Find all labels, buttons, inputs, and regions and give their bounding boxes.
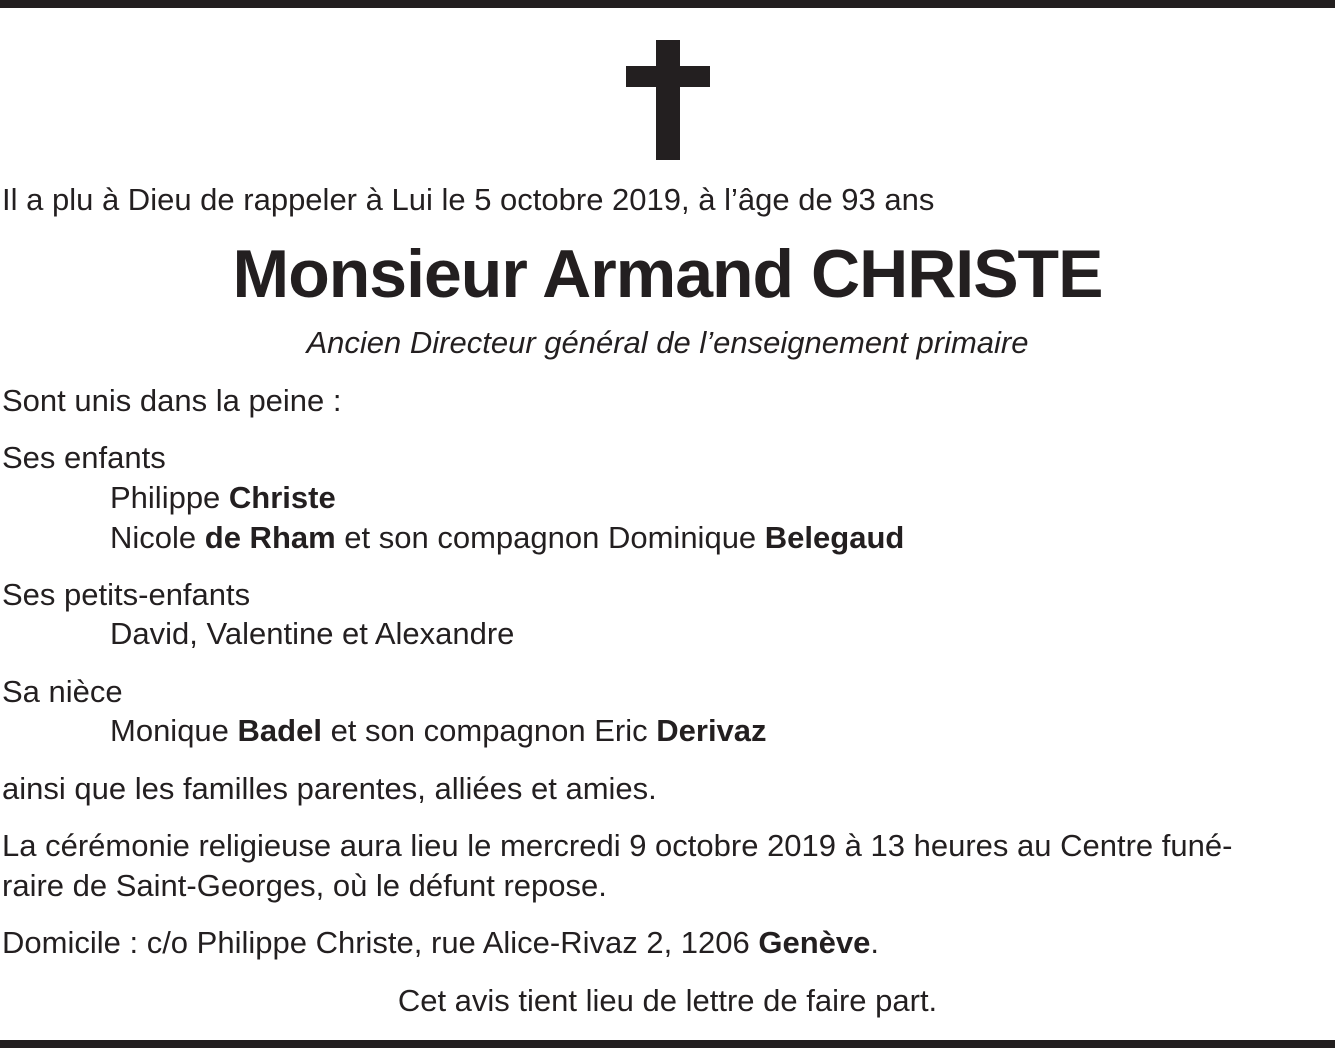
cross-horizontal-bar — [626, 66, 710, 87]
deceased-title: Ancien Directeur général de l’enseignement primaire — [306, 325, 1029, 360]
child-1-first-name: Philippe — [110, 480, 229, 515]
ceremony-line-1: La cérémonie religieuse aura lieu le mercredi 9 octobre 2019 à 13 heures au Centre funé- — [2, 828, 1233, 863]
bottom-border-rule — [0, 1040, 1335, 1048]
deceased-name: Monsieur Armand CHRISTE — [232, 236, 1103, 312]
niece-companion-last-name: Derivaz — [656, 713, 767, 748]
child-2-first-name: Nicole — [110, 520, 205, 555]
families-text: ainsi que les familles parentes, alliées et amies. — [2, 771, 657, 806]
child-2-companion-text: et son compagnon Dominique — [335, 520, 765, 555]
ceremony-line-2: raire de Saint-Georges, où le défunt repose. — [2, 868, 607, 903]
announcement-text: Il a plu à Dieu de rappeler à Lui le 5 octobre 2019, à l’âge de 93 ans — [2, 182, 935, 217]
niece-heading: Sa nièce — [2, 674, 123, 709]
child-entry-1 — [110, 478, 336, 518]
top-border-rule — [0, 0, 1335, 8]
child-2-companion-last-name: Belegaud — [764, 520, 905, 555]
niece-last-name: Badel — [237, 713, 322, 748]
niece-entry — [110, 711, 767, 751]
child-2-last-name: de Rham — [204, 520, 336, 555]
grandchildren-names: David, Valentine et Alexandre — [110, 616, 515, 651]
domicile-text — [2, 923, 879, 963]
cross-vertical-bar — [656, 40, 680, 160]
child-entry-2 — [110, 518, 904, 558]
domicile-suffix: . — [870, 925, 880, 960]
domicile-city: Genève — [758, 925, 871, 960]
child-1-last-name: Christe — [228, 480, 336, 515]
children-heading: Ses enfants — [2, 440, 166, 475]
grandchildren-heading: Ses petits-enfants — [2, 577, 251, 612]
intro-text: Sont unis dans la peine : — [2, 383, 342, 418]
closing-text: Cet avis tient lieu de lettre de faire part. — [397, 983, 938, 1018]
niece-companion-text: et son compagnon Eric — [321, 713, 657, 748]
niece-first-name: Monique — [110, 713, 238, 748]
cross-icon — [626, 40, 710, 160]
domicile-address: Domicile : c/o Philippe Christe, rue Alice-Rivaz 2, 1206 — [2, 925, 759, 960]
